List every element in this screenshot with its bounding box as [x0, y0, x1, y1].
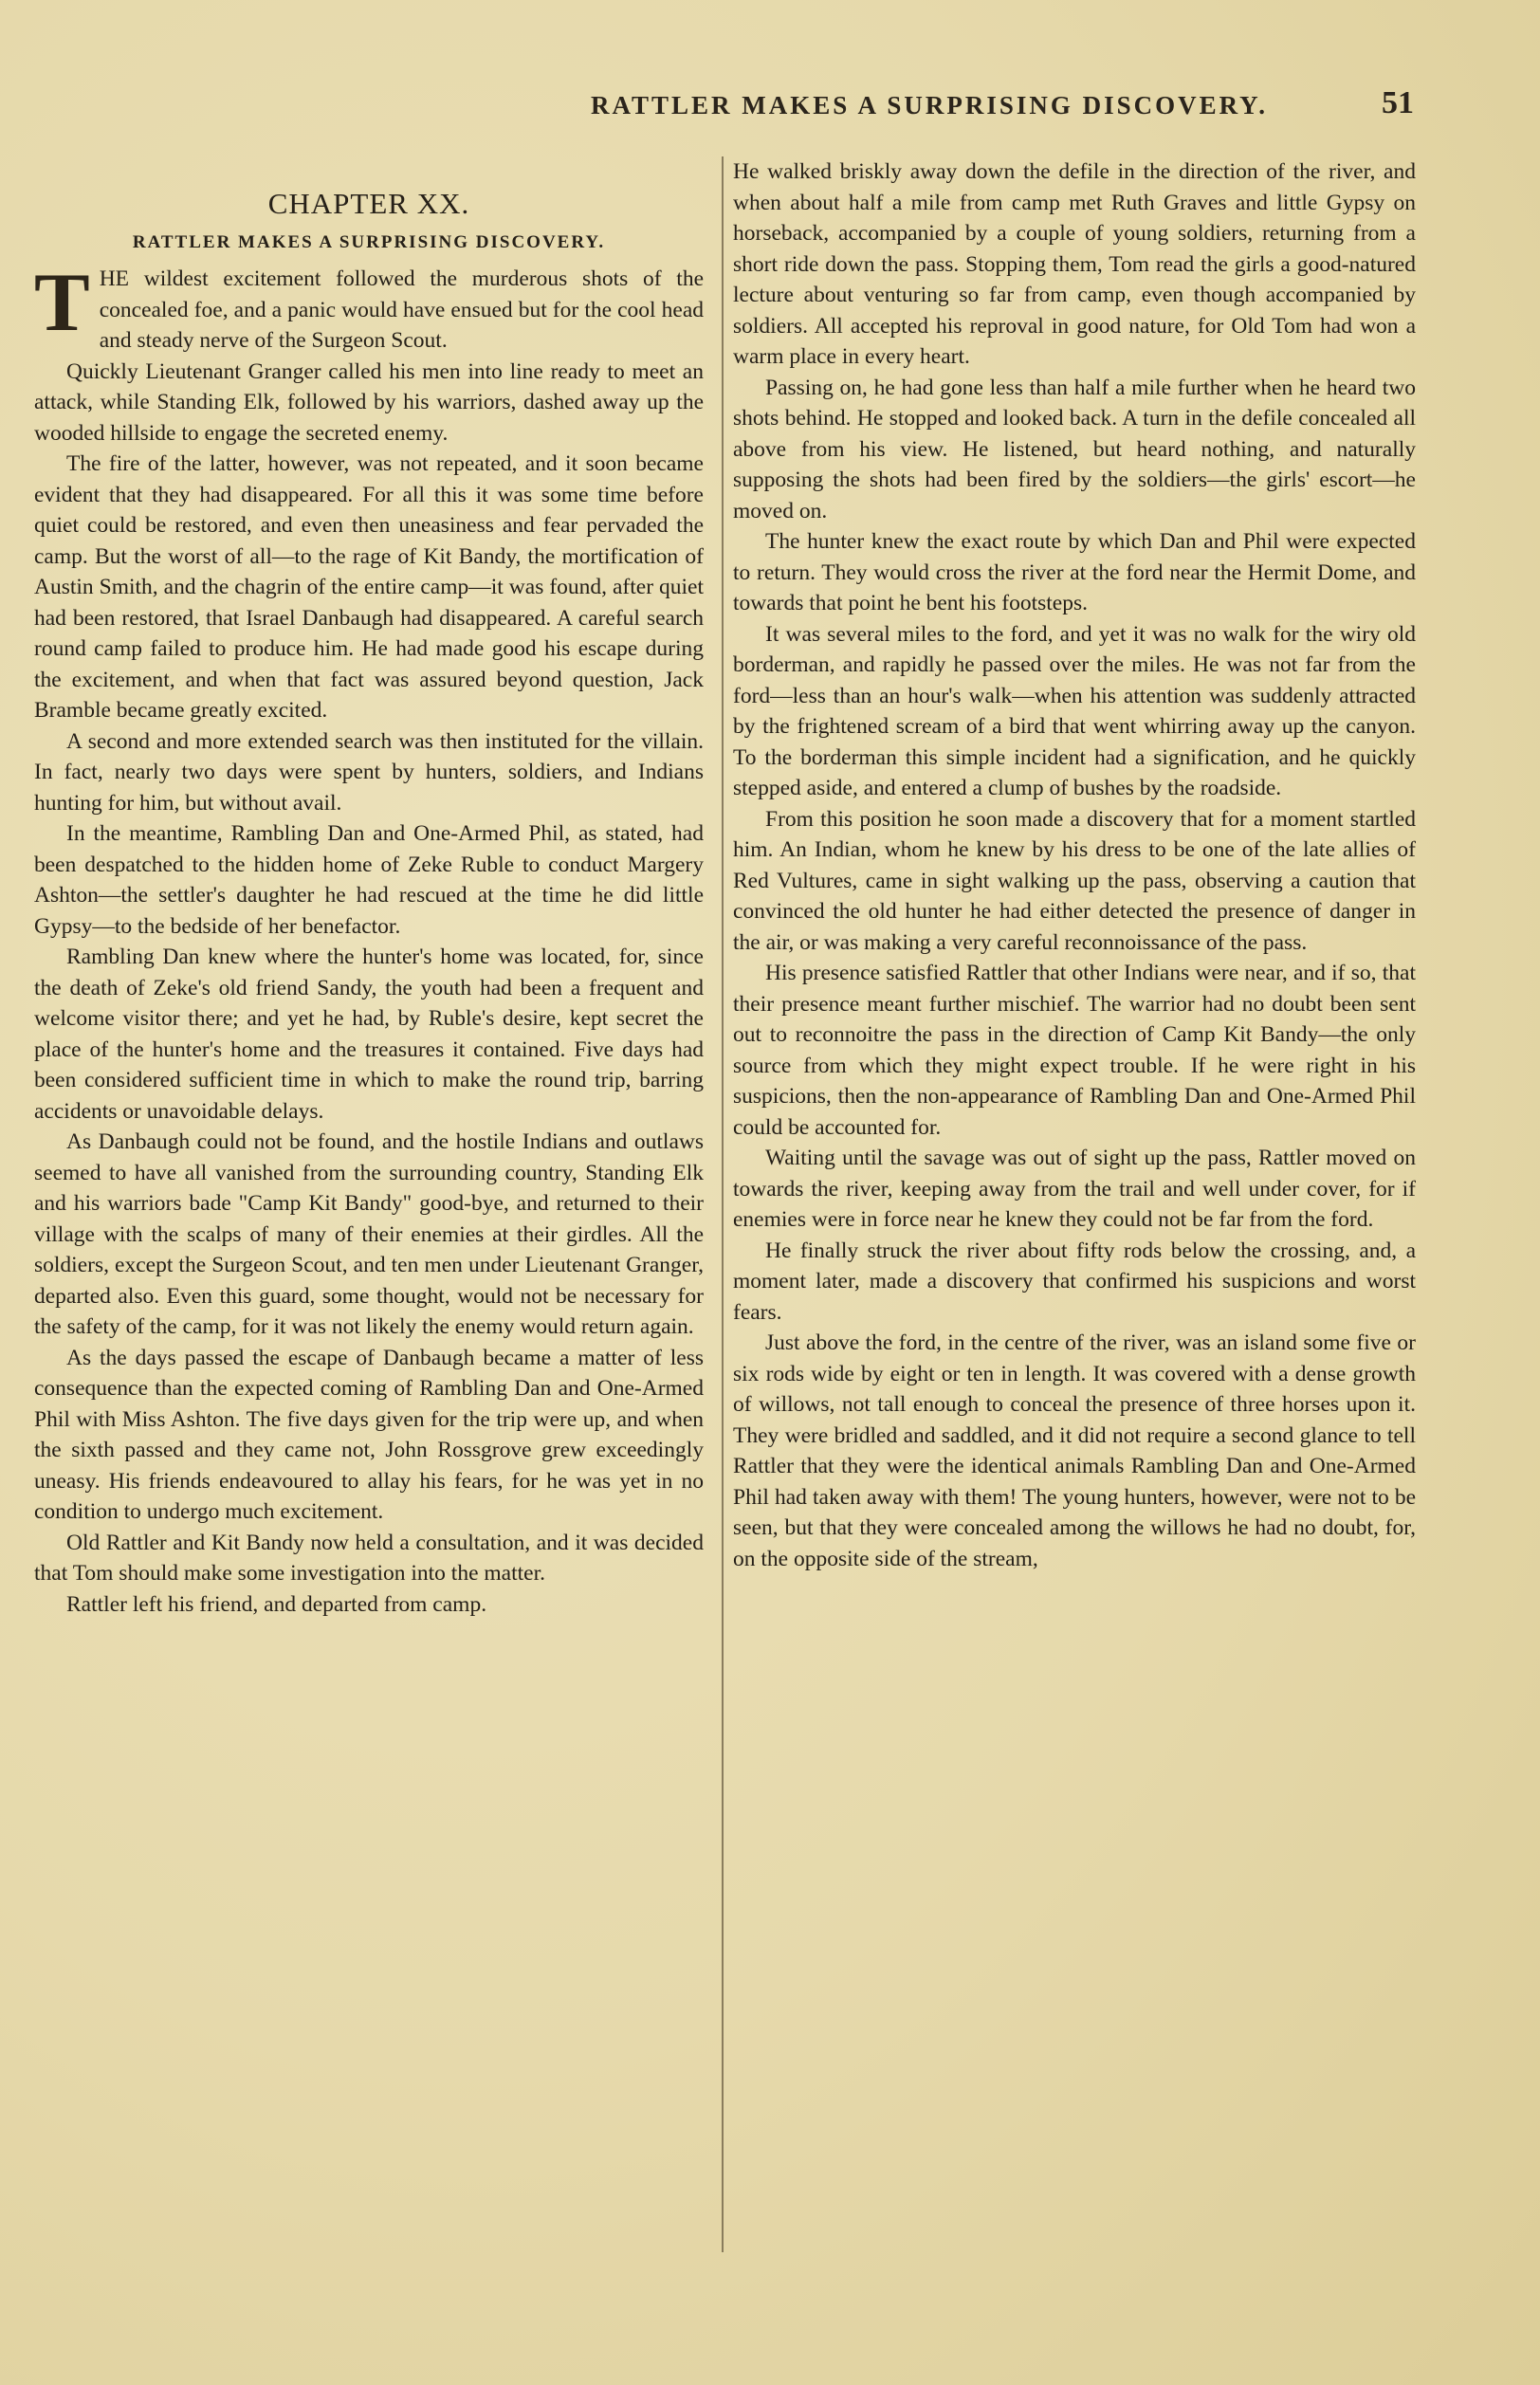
paragraph: His presence satisfied Rattler that other Indians were near, and if so, that their presence meant further mischief. The warrior had no doubt been sent out to reconnoitre the pass in the direction of Camp Kit Bandy—the only source from which they might expect trouble. If he were right in his suspicions, then the non-appearance of Rambling Dan and One-Armed Phil could be accounted for.: [733, 961, 1416, 1140]
left-column: [34, 156, 704, 1620]
running-head: RATTLER MAKES A SURPRISING DISCOVERY.: [591, 91, 1268, 119]
paragraph: Old Rattler and Kit Bandy now held a consultation, and it was decided that Tom should make some investigation into the matter.: [34, 1530, 704, 1586]
chapter-title: CHAPTER XX.: [267, 187, 470, 220]
paragraph: The fire of the latter, however, was not repeated, and it soon became evident that they had disappeared. For all this it was some time before quiet could be restored, and even then uneasiness and fear pervaded the camp. But the worst of all—to the rage of Kit Bandy, the mortification of Austin Smith, and the chagrin of the entire camp—it was found, after quiet had been restored, that Israel Danbaugh had disappeared. A careful search round camp failed to produce him. He had made good his escape during the excitement, and when that fact was assured beyond question, Jack Bramble became greatly excited.: [34, 451, 704, 723]
paragraph: Rambling Dan knew where the hunter's home was located, for, since the death of Zeke's old friend Sandy, the youth had been a frequent and welcome visitor there; and yet he had, by Ruble's desire, kept secret the place of the hunter's home and the treasures it contained. Five days had been considered sufficient time in which to make the round trip, barring accidents or unavoidable delays.: [34, 945, 704, 1124]
paragraph: He walked briskly away down the defile in the direction of the river, and when about half a mile from camp met Ruth Graves and little Gypsy on horseback, accompanied by a couple of young soldiers, returning from a short ride down the pass. Stopping them, Tom read the girls a good-natured lecture about venturing so far from camp, even though accompanied by soldiers. All accepted his reproval in good nature, for Old Tom had won a warm place in every heart.: [733, 159, 1416, 369]
paragraph: In the meantime, Rambling Dan and One-Armed Phil, as stated, had been despatched to the hidden home of Zeke Ruble to conduct Margery Ashton—the settler's daughter he had rescued at the time he did little Gypsy—to the bedside of her benefactor.: [34, 821, 704, 939]
paragraph: A second and more extended search was then instituted for the villain. In fact, nearly two days were spent by hunters, soldiers, and Indians hunting for him, but without avail.: [34, 728, 704, 816]
paragraph: Quickly Lieutenant Granger called his men into line ready to meet an attack, while Standing Elk, followed by his warriors, dashed away up the wooded hillside to engage the secreted enemy.: [34, 358, 704, 446]
paragraph: As the days passed the escape of Danbaugh became a matter of less consequence than the expected coming of Rambling Dan and One-Armed Phil with Miss Ashton. The five days given for the trip were up, and when the sixth passed and they came not, John Rossgrove grew exceedingly uneasy. His friends endeavoured to allay his fears, for he was yet in no condition to undergo much excitement.: [34, 1345, 704, 1524]
paragraph: Waiting until the savage was out of sight up the pass, Rattler moved on towards the river, keeping away from the trail and well under cover, for if enemies were in force near he knew they could not be far from the ford.: [733, 1146, 1416, 1232]
paragraph: Just above the ford, in the centre of the river, was an island some five or six rods wide by eight or ten in length. It was covered with a dense growth of willows, not tall enough to conceal the presence of three horses upon it. They were bridled and saddled, and it did not require a second glance to tell Rattler that they were the identical animals Rambling Dan and One-Armed Phil had taken away with them! The young hunters, however, were not to be seen, but that they were concealed among the willows he had no doubt, for, on the opposite side of the stream,: [733, 1330, 1416, 1571]
paragraph: Rattler left his friend, and departed from camp.: [66, 1591, 487, 1617]
paragraph: The hunter knew the exact route by which Dan and Phil were expected to return. They would cross the river at the ford near the Hermit Dome, and towards that point he bent his footsteps.: [733, 529, 1416, 615]
drop-cap: T: [34, 257, 90, 349]
chapter-subtitle: RATTLER MAKES A SURPRISING DISCOVERY.: [132, 232, 606, 252]
column-rule: [722, 156, 724, 2252]
paragraph-text: HE wildest excitement followed the murderous shots of the concealed foe, and a panic would have ensued but for the cool head and steady nerve of the Surgeon Scout.: [99, 266, 704, 353]
paragraph: It was several miles to the ford, and yet it was no walk for the wiry old borderman, and rapidly he passed over the miles. He was not far from the ford—less than an hour's walk—when his attention was suddenly attracted by the frightened scream of a bird that went whirring away up the canyon. To the borderman this simple incident had a signification, and he quickly stepped aside, and entered a clump of bushes by the roadside.: [733, 621, 1416, 800]
paragraph: He finally struck the river about fifty rods below the crossing, and, a moment later, made a discovery that confirmed his suspicions and worst fears.: [733, 1238, 1416, 1325]
paragraph: [34, 257, 704, 357]
right-column: [733, 156, 1416, 1574]
paragraph: As Danbaugh could not be found, and the hostile Indians and outlaws seemed to have all vanished from the surrounding country, Standing Elk and his warriors bade "Camp Kit Bandy" good-bye, and returned to their village with the scalps of many of their enemies at their girdles. All the soldiers, except the Surgeon Scout, and ten men under Lieutenant Granger, departed also. Even this guard, some thought, would not be necessary for the safety of the camp, for it was not likely the enemy would return again.: [34, 1129, 704, 1339]
paragraph: From this position he soon made a discovery that for a moment startled him. An Indian, whom he knew by his dress to be one of the late allies of Red Vultures, came in sight walking up the pass, observing a caution that convinced the old hunter he had either detected the presence of danger in the air, or was making a very careful reconnoissance of the pass.: [733, 806, 1416, 955]
page-number: 51: [1382, 85, 1414, 120]
paragraph: Passing on, he had gone less than half a mile further when he heard two shots behind. He stopped and looked back. A turn in the defile concealed all above from his view. He listened, but heard nothing, and naturally supposing the shots had been fired by the soldiers—the girls' escort—he moved on.: [733, 375, 1416, 523]
